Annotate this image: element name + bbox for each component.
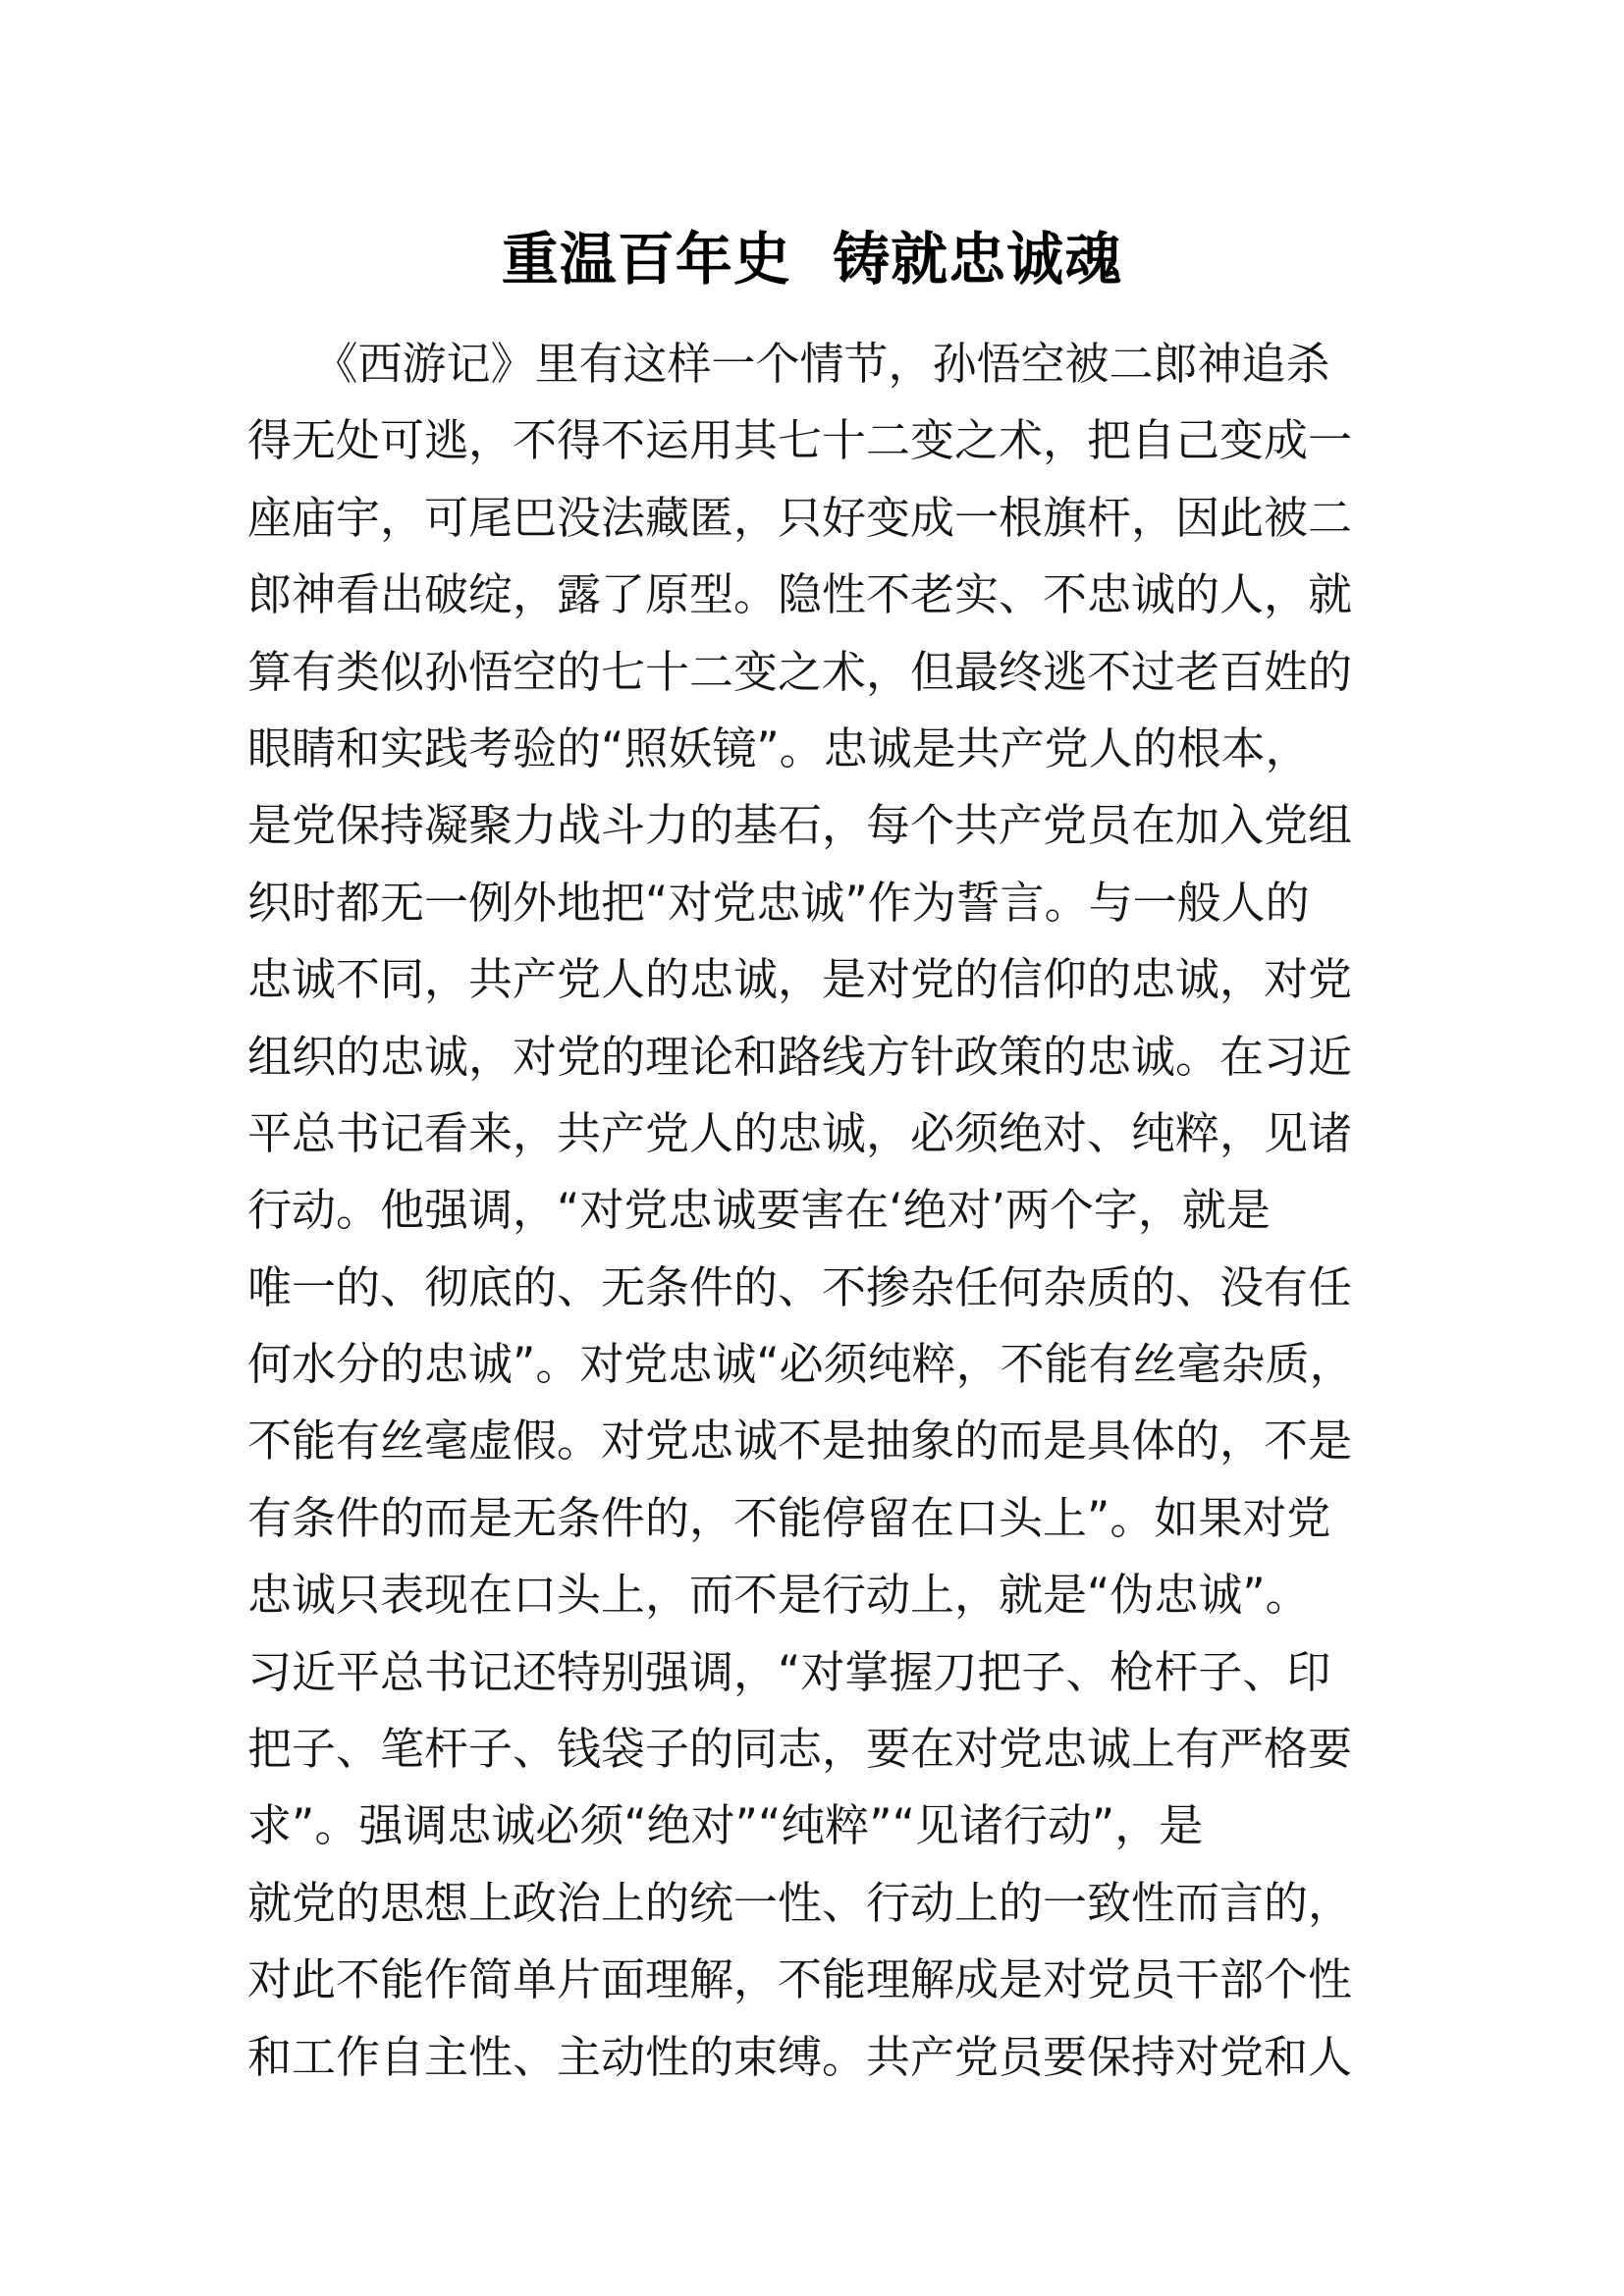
text-line: 忠诚只表现在口头上，而不是行动上，就是“伪忠诚”。 [247,1569,1310,1622]
text-line: 《西游记》里有这样一个情节，孙悟空被二郎神追杀 [247,338,1330,390]
body-text [247,326,1377,2096]
text-line: 忠诚不同，共产党人的忠诚，是对党的信仰的忠诚，对党 [247,953,1353,1006]
text-line: 织时都无一例外地把“对党忠诚”作为誓言。与一般人的 [247,876,1310,929]
text-line: 何水分的忠诚”。对党忠诚“必须纯粹，不能有丝毫杂质， [247,1338,1354,1391]
text-line: 把子、笔杆子、钱袋子的同志，要在对党忠诚上有严格要 [247,1723,1353,1776]
text-line: 习近平总书记还特别强调，“对掌握刀把子、枪杆子、印 [247,1645,1331,1698]
text-line: 就党的思想上政治上的统一性、行动上的一致性而言的， [247,1876,1353,1929]
text-line: 平总书记看来，共产党人的忠诚，必须绝对、纯粹，见诸 [247,1106,1353,1159]
text-line: 不能有丝毫虚假。对党忠诚不是抽象的而是具体的，不是 [247,1415,1353,1468]
text-line: 组织的忠诚，对党的理论和路线方针政策的忠诚。在习近 [247,1030,1353,1083]
text-line: 有条件的而是无条件的，不能停留在口头上”。如果对党 [247,1491,1331,1544]
text-line: 对此不能作简单片面理解，不能理解成是对党员干部个性 [247,1953,1353,2006]
text-line: 郎神看出破绽，露了原型。隐性不老实、不忠诚的人，就 [247,568,1353,621]
document-title: 重温百年史 铸就忠诚魂 [501,226,1123,293]
text-line: 是党保持凝聚力战斗力的基石，每个共产党员在加入党组 [247,799,1353,852]
text-line: 唯一的、彻底的、无条件的、不掺杂任何杂质的、没有任 [247,1260,1353,1313]
text-line: 座庙宇，可尾巴没法藏匿，只好变成一根旗杆，因此被二 [247,491,1353,544]
text-line: 和工作自主性、主动性的束缚。共产党员要保持对党和人 [247,2030,1353,2083]
text-line: 眼睛和实践考验的“照妖镜”。忠诚是共产党人的根本， [247,721,1310,774]
text-line: 求”。强调忠诚必须“绝对”“纯粹”“见诸行动”，是 [247,1799,1204,1852]
text-line: 得无处可逃，不得不运用其七十二变之术，把自己变成一 [247,414,1353,467]
text-line: 行动。他强调，“对党忠诚要害在‘绝对’两个字，就是 [247,1184,1271,1237]
text-line: 算有类似孙悟空的七十二变之术，但最终逃不过老百姓的 [247,645,1353,698]
